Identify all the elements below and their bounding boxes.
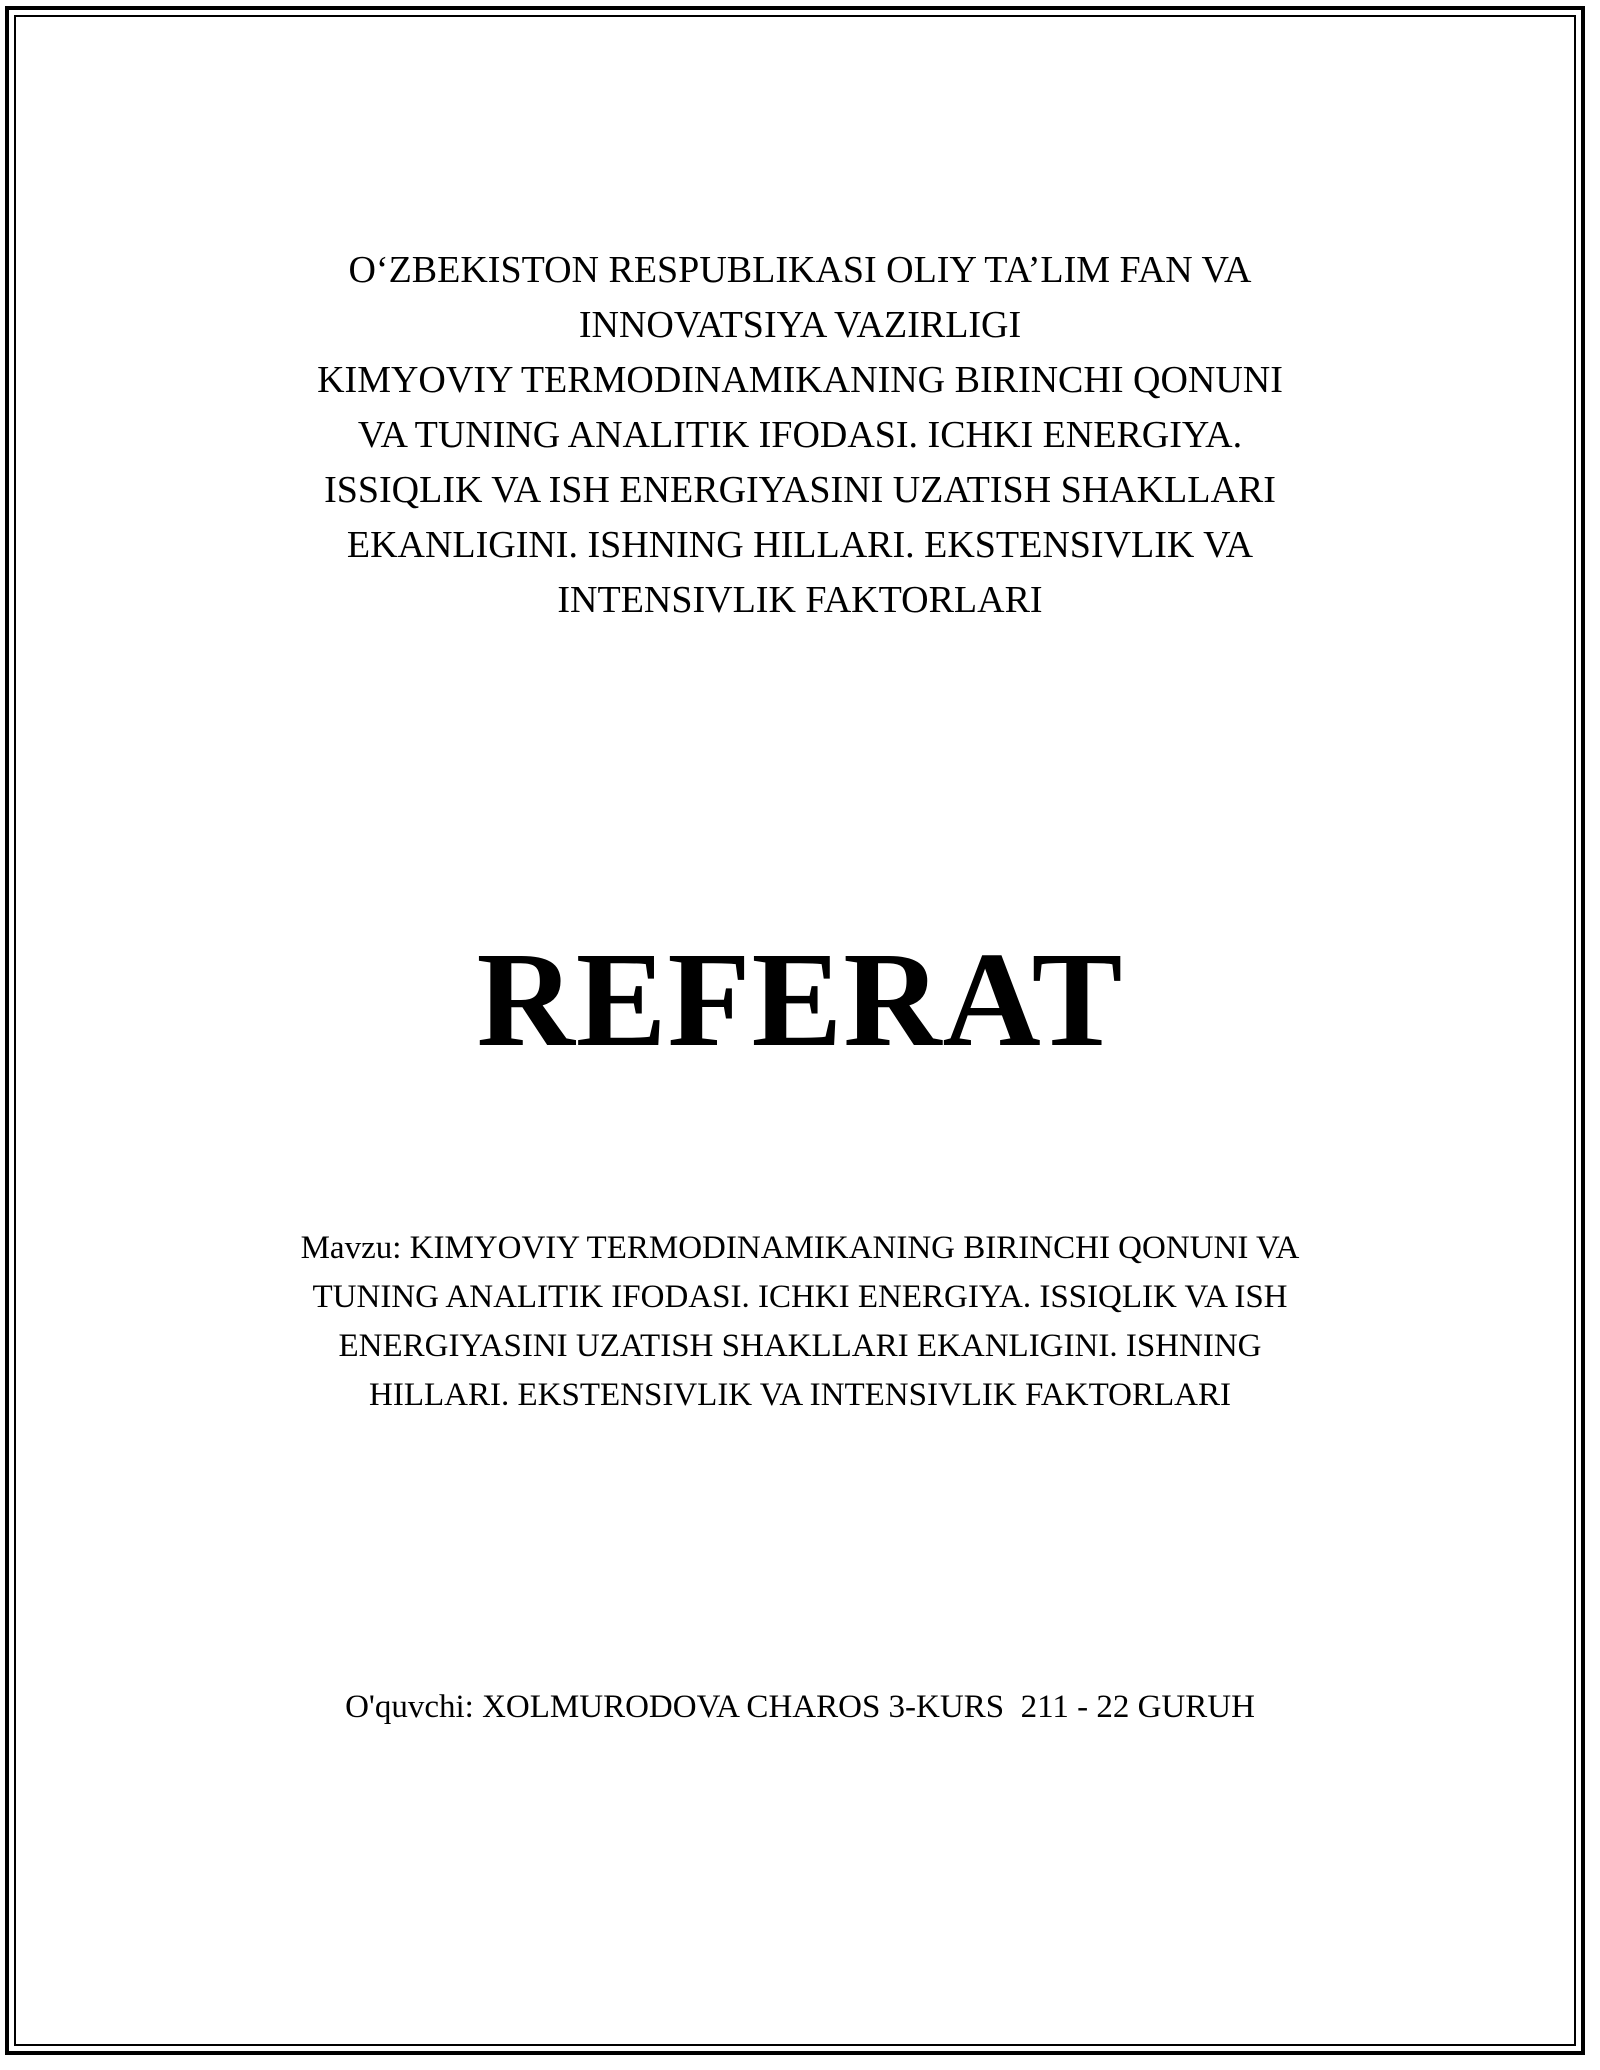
header-line: INTENSIVLIK FAKTORLARI — [557, 579, 1043, 621]
document-title: REFERAT — [476, 925, 1124, 1075]
header-line: ISSIQLIK VA ISH ENERGIYASINI UZATISH SHAKLLARI — [324, 469, 1276, 511]
topic-line: HILLARI. EKSTENSIVLIK VA INTENSIVLIK FAKTORLARI — [369, 1377, 1231, 1413]
header-line: VA TUNING ANALITIK IFODASI. ICHKI ENERGIYA. — [357, 414, 1243, 456]
topic-line: ENERGIYASINI UZATISH SHAKLLARI EKANLIGINI. ISHNING — [338, 1328, 1262, 1364]
header-line: INNOVATSIYA VAZIRLIGI — [578, 304, 1022, 346]
topic-line: Mavzu: KIMYOVIY TERMODINAMIKANING BIRINCHI QONUNI VA — [300, 1230, 1300, 1266]
student-info: O'quvchi: XOLMURODOVA CHAROS 3-KURS 211 - 22 GURUH — [345, 1689, 1255, 1725]
header-line: O‘ZBEKISTON RESPUBLIKASI OLIY TA’LIM FAN VA — [348, 249, 1252, 291]
ministry-and-theme-header — [0, 243, 1600, 628]
header-line: KIMYOVIY TERMODINAMIKANING BIRINCHI QONUNI — [317, 359, 1283, 401]
header-line: EKANLIGINI. ISHNING HILLARI. EKSTENSIVLIK VA — [346, 524, 1254, 566]
topic-line: TUNING ANALITIK IFODASI. ICHKI ENERGIYA. ISSIQLIK VA ISH — [312, 1279, 1288, 1315]
topic-description — [0, 1224, 1600, 1420]
